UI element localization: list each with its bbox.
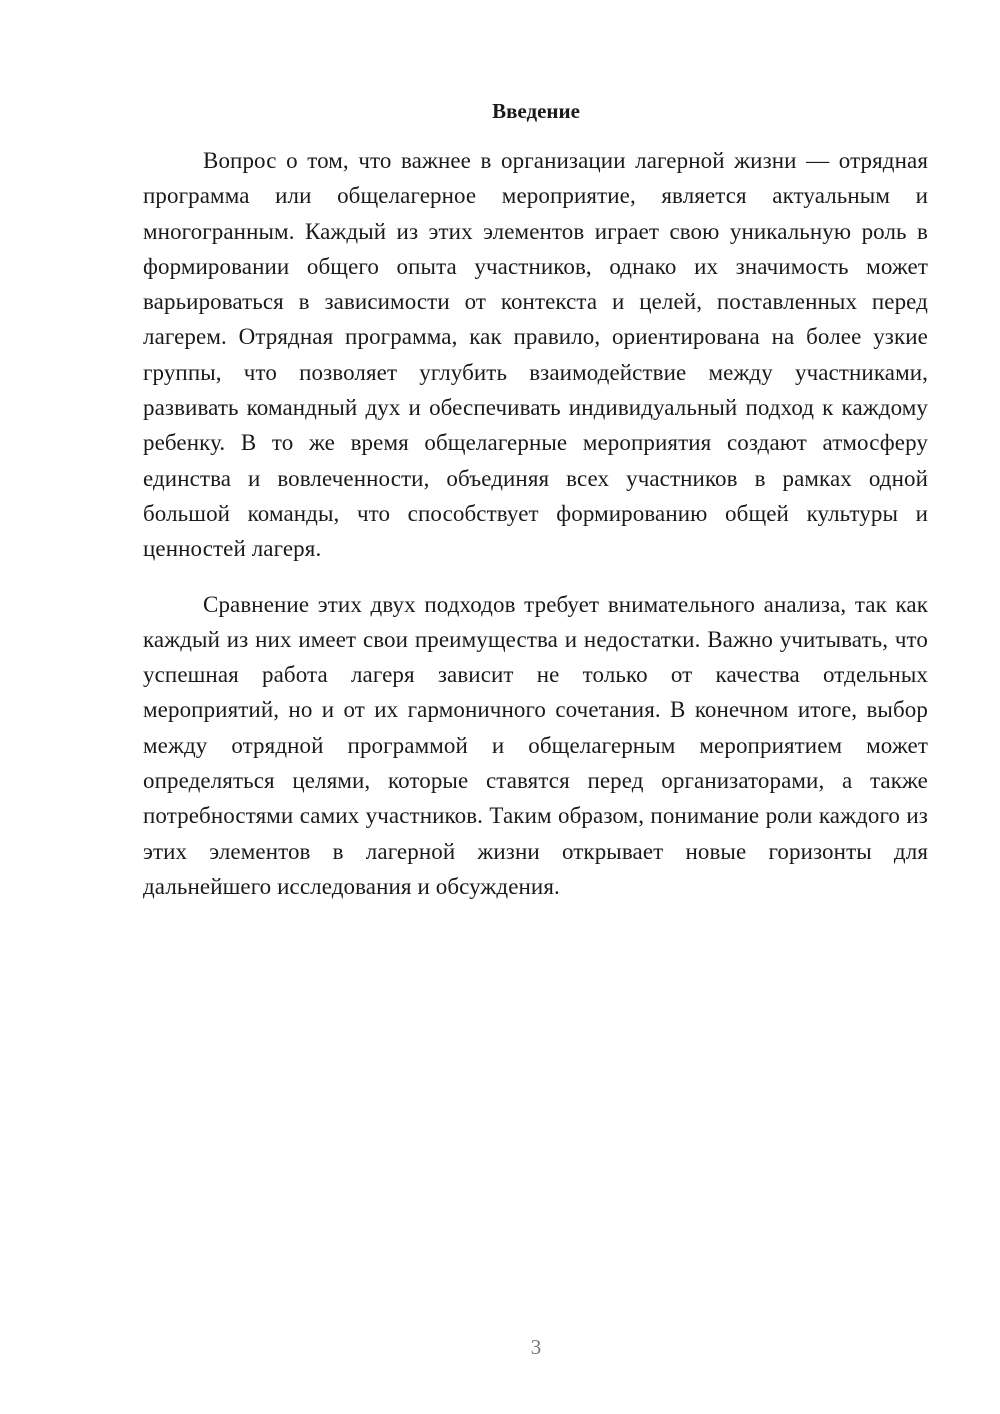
page-number: 3: [530, 1335, 542, 1359]
paragraph-comparison: Сравнение этих двух подходов требует внимательного анализа, так как каждый из них имеет свои преимущества и недостатки. Важно учитывать, что успешная работа лагеря зависит не только от качества отдельных мероприятий, но и от их гармоничного сочетания. В конечном итоге, выбор между отрядной программой и общелагерным мероприятием может определяться целями, которые ставятся перед организаторами, а также потребностями самих участников. Таким образом, понимание роли каждого из этих элементов в лагерной жизни открывает новые горизонты для дальнейшего исследования и обсуждения.: [143, 591, 928, 899]
body-text: [143, 143, 928, 904]
paragraph-intro: Вопрос о том, что важнее в организации лагерной жизни — отрядная программа или общелагерное мероприятие, является актуальным и многогранным. Каждый из этих элементов играет свою уникальную роль в формировании общего опыта участников, однако их значимость может варьироваться в зависимости от контекста и целей, поставленных перед лагерем. Отрядная программа, как правило, ориентирована на более узкие группы, что позволяет углубить взаимодействие между участниками, развивать командный дух и обеспечивать индивидуальный подход к каждому ребенку. В то же время общелагерные мероприятия создают атмосферу единства и вовлеченности, объединяя всех участников в рамках одной большой команды, что способствует формированию общей культуры и ценностей лагеря.: [143, 148, 928, 562]
section-heading: Введение: [492, 99, 580, 123]
